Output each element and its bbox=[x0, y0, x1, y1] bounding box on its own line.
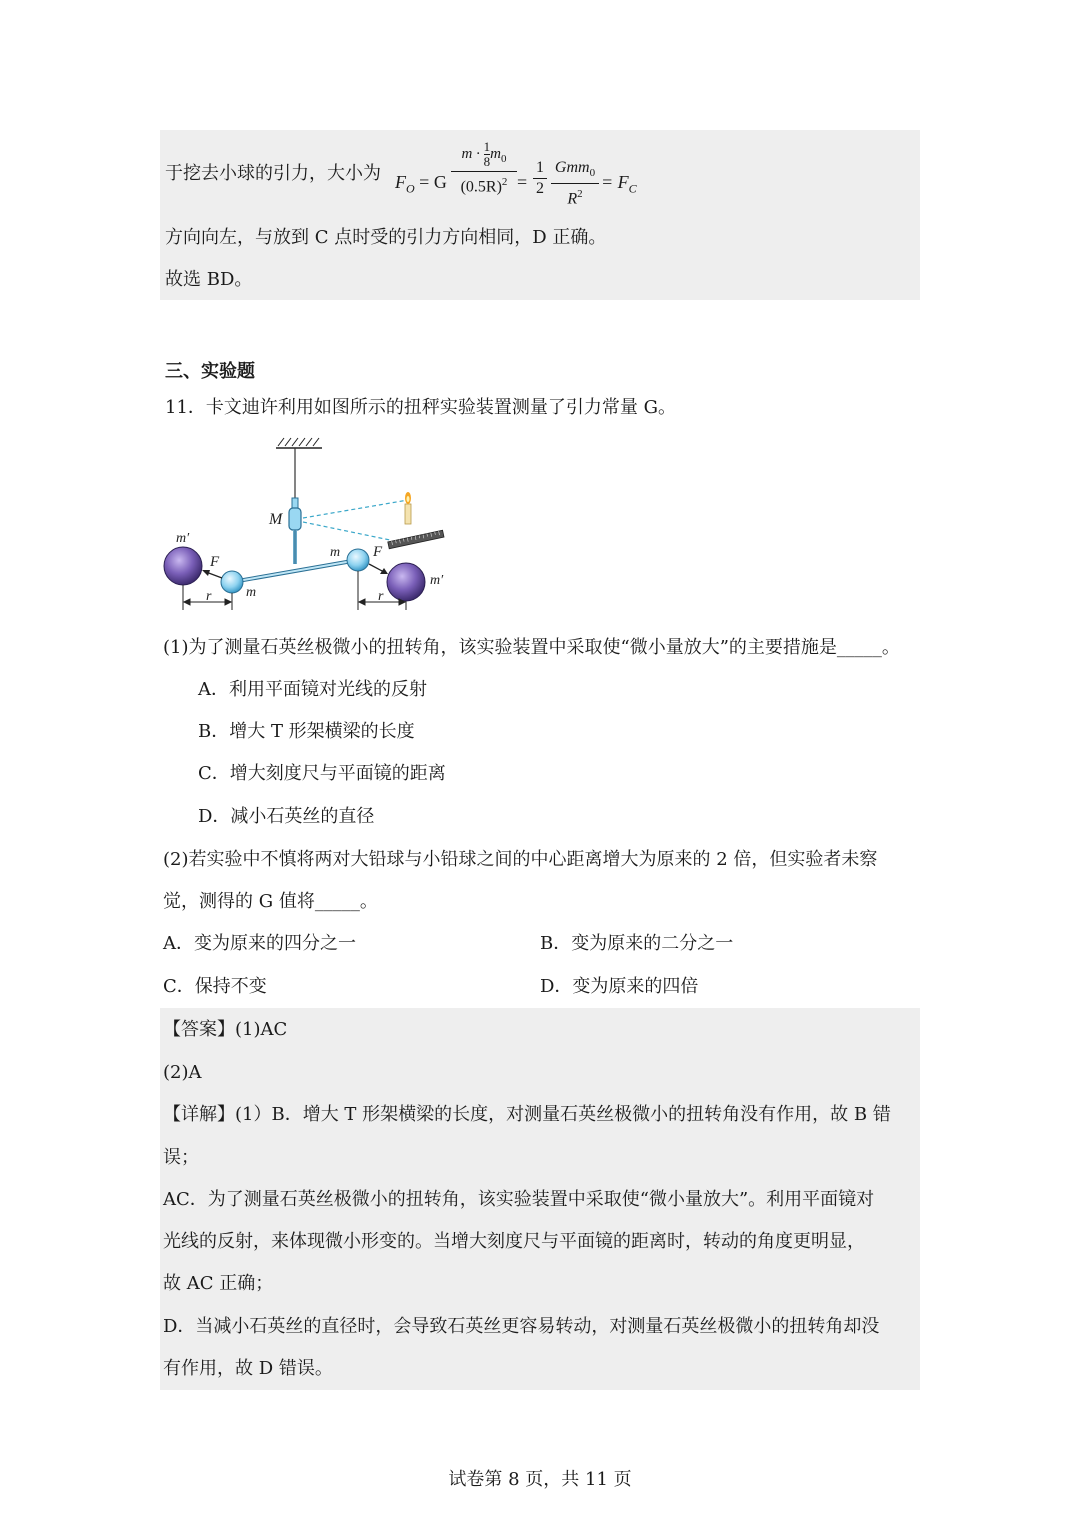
detail-line-5: 故 AC 正确； bbox=[163, 1273, 274, 1294]
label-M: M bbox=[269, 511, 283, 528]
label-m-right: m bbox=[330, 545, 341, 560]
candle-icon bbox=[405, 492, 411, 524]
detail-line-7: 有作用，故 D 错误。 bbox=[163, 1358, 333, 1379]
prev-solution-line2: 方向向左，与放到 C 点时受的引力方向相同，D 正确。 bbox=[165, 227, 607, 248]
answer-line2: (2)A bbox=[163, 1062, 202, 1083]
big-ball-right bbox=[387, 563, 425, 601]
part1-option-d: D．减小石英丝的直径 bbox=[198, 806, 375, 827]
detail-line-3: AC．为了测量石英丝极微小的扭转角，该实验装置中采取使“微小量放大”。利用平面镜对 bbox=[163, 1189, 875, 1210]
detail-line-4: 光线的反射，来体现微小形变的。当增大刻度尺与平面镜的距离时，转动的角度更明显， bbox=[163, 1231, 865, 1252]
detail-line-2: 误； bbox=[163, 1147, 199, 1168]
label-r-right: r bbox=[378, 589, 384, 604]
label-m-left: m bbox=[246, 585, 257, 600]
small-ball-left bbox=[221, 571, 243, 593]
part1-option-a: A．利用平面镜对光线的反射 bbox=[198, 679, 427, 700]
part1-option-c: C．增大刻度尺与平面镜的距离 bbox=[198, 763, 446, 784]
part2-option-c: C．保持不变 bbox=[163, 976, 267, 997]
prev-solution-line1: 于挖去小球的引力，大小为 bbox=[165, 163, 381, 184]
page-footer: 试卷第 8 页，共 11 页 bbox=[448, 1469, 632, 1490]
detail-line-6: D．当减小石英丝的直径时，会导致石英丝更容易转动，对测量石英丝极微小的扭转角却没 bbox=[163, 1316, 880, 1337]
part2-prompt-line2: 觉，测得的 G 值将_____。 bbox=[163, 891, 378, 912]
part2-option-a: A．变为原来的四分之一 bbox=[163, 933, 356, 954]
big-ball-left bbox=[164, 547, 202, 585]
mirror bbox=[289, 508, 301, 530]
detail-line-1: 【详解】(1）B．增大 T 形架横梁的长度，对测量石英丝极微小的扭转角没有作用，故 B 错 bbox=[163, 1104, 891, 1125]
label-r-left: r bbox=[206, 589, 212, 604]
part2-option-b: B．变为原来的二分之一 bbox=[540, 933, 734, 954]
section-title: 三、实验题 bbox=[165, 361, 255, 382]
answer-line1: 【答案】(1)AC bbox=[163, 1019, 288, 1040]
question-stem: 11．卡文迪许利用如图所示的扭秤实验装置测量了引力常量 G。 bbox=[165, 397, 677, 418]
scale-ruler bbox=[388, 530, 444, 548]
label-F-right: F bbox=[373, 544, 383, 560]
part1-prompt: (1)为了测量石英丝极微小的扭转角，该实验装置中采取使“微小量放大”的主要措施是_____。 bbox=[163, 637, 900, 658]
prev-solution-panel bbox=[160, 130, 920, 300]
prev-solution-line3: 故选 BD。 bbox=[165, 269, 253, 290]
force-arrow-right bbox=[369, 564, 388, 574]
force-arrow-left bbox=[202, 570, 222, 578]
part2-prompt-line1: (2)若实验中不慎将两对大铅球与小铅球之间的中心距离增大为原来的 2 倍，但实验者未察 bbox=[163, 849, 878, 870]
part1-option-b: B．增大 T 形架横梁的长度 bbox=[198, 721, 415, 742]
ceiling-hatch bbox=[276, 438, 322, 448]
light-beam bbox=[303, 500, 408, 518]
torsion-balance-figure bbox=[158, 432, 458, 632]
label-m-prime-left: m′ bbox=[176, 531, 190, 546]
label-F-left: F bbox=[210, 554, 220, 570]
label-m-prime-right: m′ bbox=[430, 573, 444, 588]
small-ball-right bbox=[347, 549, 369, 571]
part2-option-d: D．变为原来的四倍 bbox=[540, 976, 699, 997]
